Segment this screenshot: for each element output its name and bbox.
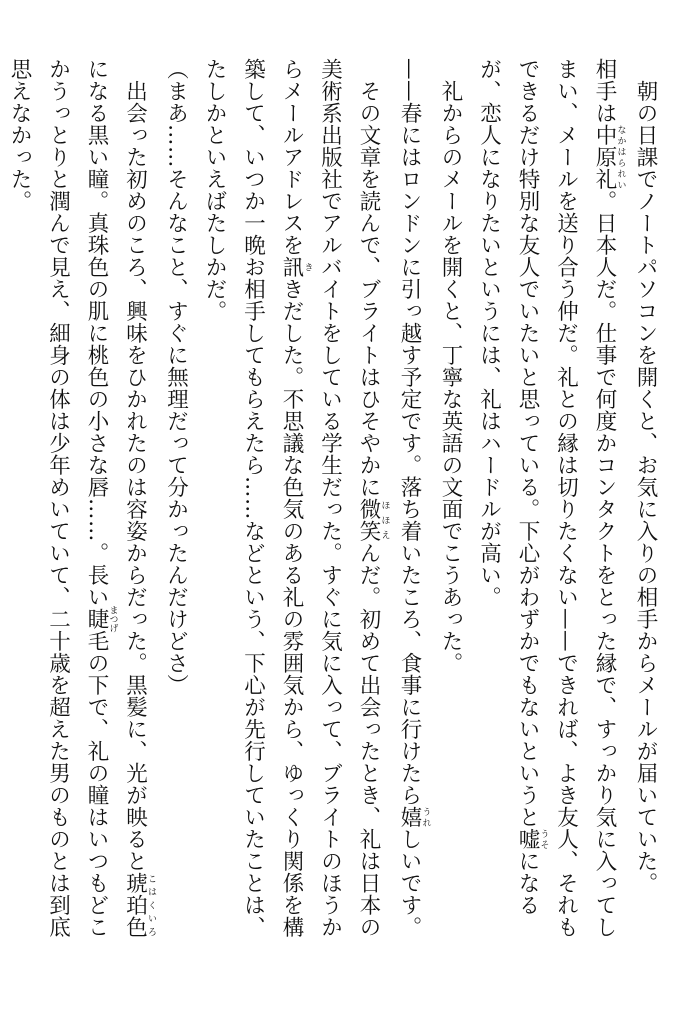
ruby-reading: うそ (538, 828, 549, 850)
text-run: になる黒い瞳。真珠色の肌に桃色の小さな唇……。長い (84, 58, 109, 608)
ruby-annotated-word (84, 605, 118, 633)
ruby-annotated-word (592, 124, 626, 190)
text-run: 礼からのメールを開くと、丁寧な英語の文面でこうあった。 (438, 58, 463, 674)
ruby-reading: うれ (420, 806, 431, 828)
ruby-base: 嘘 (515, 828, 540, 850)
text-run: んだ。初めて出会ったとき、礼は日本の美術系出版社でアルバイトをしている学生だった。すぐに気に入って、ブライトのほうからメールアドレスを (279, 58, 381, 938)
text-run: 朝の日課でノートパソコンを開くと、お気に入りの相手からメールが届いていた。 (633, 58, 658, 894)
ruby-reading: こはくいろ (146, 872, 156, 938)
text-run: きだした。不思議な色気のある礼の雰囲気から、ゆっくり関係を構築して、いつか一晩お相手してもらえたら……などという、下心が先行していたことは、たしかといえばたしかだ。 (202, 58, 304, 938)
paragraph (626, 58, 665, 958)
ruby-reading: なかはられい (615, 124, 626, 190)
text-run: しいです。 (397, 828, 422, 938)
ruby-annotated-word (279, 256, 313, 278)
ruby-base: 睫 (84, 605, 109, 633)
ruby-reading: ほほえ (379, 498, 390, 542)
paragraph (156, 58, 195, 958)
text-run: 毛の下で、礼の瞳はいつもどこかうっとりと潤んで見え、細身の体は少年めいていて、二十歳を超えた男のものとは到底思えなかった。 (7, 58, 109, 938)
ruby-annotated-word (397, 806, 431, 828)
text-run: になるが、恋人になりたいというには、礼はハードルが高い。 (476, 58, 540, 916)
ruby-base: 微笑 (356, 498, 381, 542)
paragraph (431, 58, 470, 958)
ruby-base: 嬉 (397, 806, 422, 828)
paragraph (469, 58, 626, 958)
text-run: 相手は (592, 58, 617, 124)
text-run: 出会った初めのころ、興味をひかれたのは容姿からだった。黒髪に、光が映ると (122, 58, 148, 872)
text-run: 。日本人だ。仕事で何度かコンタクトをとった縁で、すっかり気に入ってしまい、メールを送り合う仲だ。礼との縁は切りたくない——できれば、よき友人、それもできるだけ特別な友人でいたいと思っている。下心がわずかでもないというと (515, 58, 617, 938)
paragraph (390, 58, 431, 958)
ruby-annotated-word (356, 498, 390, 542)
ruby-base: 中原礼 (592, 124, 617, 190)
vertical-text-body (0, 58, 664, 958)
paragraph (195, 58, 390, 958)
text-run: ——春にはロンドンに引っ越す予定です。落ち着いたころ、食事に行けたら (397, 58, 422, 806)
ruby-base: 訊 (279, 256, 304, 278)
ruby-reading: まつげ (107, 605, 118, 633)
paragraph (0, 58, 156, 958)
ruby-base: 琥珀色 (122, 872, 148, 938)
text-run: （まあ……そんなこと、すぐに無理だって分かったんだけどさ） (163, 58, 189, 696)
text-run: その文章を読んで、ブライトはひそやかに (356, 58, 381, 498)
ruby-annotated-word (515, 828, 549, 850)
ruby-annotated-word (122, 872, 156, 938)
ruby-reading: き (302, 256, 313, 278)
